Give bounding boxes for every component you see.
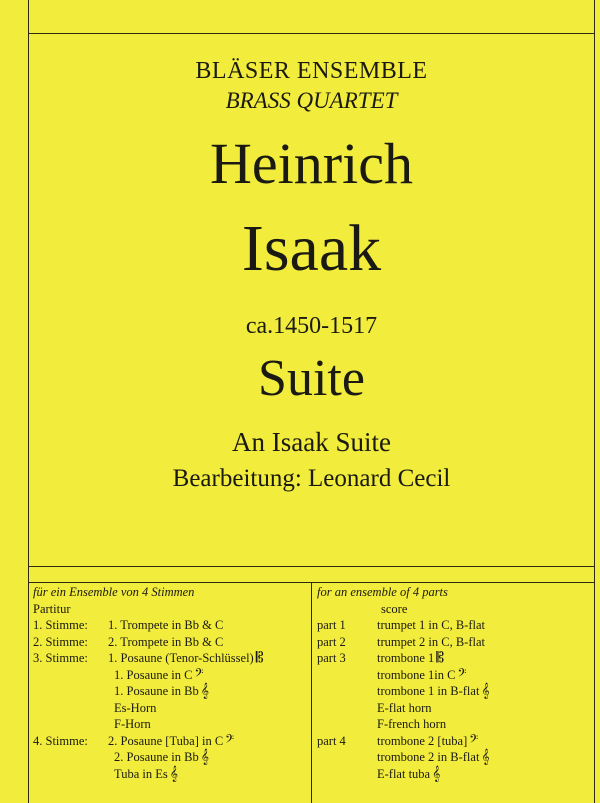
- instrument-row: [317, 700, 592, 717]
- instrument-row: [33, 667, 308, 684]
- instrument-name: 2. Trompete in Bb & C: [108, 634, 224, 649]
- alto-clef-icon: 𝄡: [255, 650, 264, 666]
- instrument-name: trombone 2 [tuba]: [377, 733, 468, 748]
- instrument-row: [33, 650, 308, 667]
- instrument-name: Es-Horn: [114, 700, 157, 715]
- instrument-name: trombone 1in C: [377, 667, 456, 682]
- instrument-name: 1. Posaune (Tenor-Schlüssel): [108, 651, 254, 665]
- instrument-row: [33, 683, 308, 700]
- score-label: Partitur: [33, 601, 71, 616]
- part-label: 3. Stimme:: [33, 651, 88, 665]
- instrument-row: [317, 766, 592, 783]
- instrumentation-english: [317, 584, 592, 782]
- instrument-row: [317, 617, 592, 634]
- instrument-row: [317, 733, 592, 750]
- instrument-name: trombone 2 in B-flat: [377, 750, 480, 764]
- part-label: 2. Stimme:: [33, 634, 88, 649]
- section-rule-upper: [28, 566, 595, 567]
- part-label: 4. Stimme:: [33, 733, 88, 748]
- instrument-name: F-Horn: [114, 717, 151, 731]
- part-label: 1. Stimme:: [33, 618, 88, 632]
- part-label: part 2: [317, 634, 346, 649]
- instrument-name: trombone 1: [377, 651, 435, 665]
- instrument-row: [33, 617, 308, 634]
- instrument-row: [33, 700, 308, 717]
- instrumentation-heading: for an ensemble of 4 parts: [317, 585, 448, 599]
- bass-clef-icon: 𝄢: [469, 732, 479, 749]
- instrument-name: 1. Posaune in C: [114, 667, 193, 682]
- alto-clef-icon: 𝄡: [436, 650, 445, 666]
- instrument-row: [33, 716, 308, 733]
- composer-dates: ca.1450-1517: [245, 313, 378, 339]
- composer-first-name: Heinrich: [210, 131, 413, 196]
- treble-clef-icon: 𝄞: [481, 683, 490, 699]
- instrument-row: [317, 667, 592, 684]
- score-label: score: [381, 601, 408, 616]
- top-rule: [28, 33, 595, 34]
- instrument-name: 1. Trompete in Bb & C: [108, 618, 224, 632]
- bass-clef-icon: 𝄢: [225, 732, 235, 749]
- instrument-name: trumpet 1 in C, B-flat: [377, 618, 485, 632]
- bass-clef-icon: 𝄢: [457, 666, 467, 683]
- instrument-row: [33, 766, 308, 783]
- treble-clef-icon: 𝄞: [481, 749, 490, 765]
- bass-clef-icon: 𝄢: [194, 666, 204, 683]
- instrument-name: E-flat horn: [377, 700, 432, 715]
- instrument-row: [317, 683, 592, 700]
- instrument-row: [33, 749, 308, 766]
- ensemble-subtitle: BRASS QUARTET: [225, 88, 398, 113]
- treble-clef-icon: 𝄞: [169, 765, 178, 782]
- instrument-name: F-french horn: [377, 717, 447, 731]
- instrument-row: [317, 749, 592, 766]
- composer-last-name: Isaak: [241, 212, 382, 285]
- treble-clef-icon: 𝄞: [200, 683, 210, 699]
- part-label: part 3: [317, 651, 346, 665]
- instrument-name: E-flat tuba: [377, 766, 431, 781]
- instrument-name: 2. Posaune in Bb: [114, 750, 199, 764]
- column-divider: [311, 583, 312, 803]
- instrument-row: [317, 716, 592, 733]
- work-subtitle: An Isaak Suite: [232, 427, 391, 457]
- instrument-row: [33, 733, 308, 750]
- instrument-name: 1. Posaune in Bb: [114, 684, 199, 698]
- arranger-credit: Bearbeitung: Leonard Cecil: [172, 465, 451, 492]
- ensemble-title: BLÄSER ENSEMBLE: [195, 58, 428, 84]
- part-label: part 4: [317, 733, 346, 748]
- instrument-name: Tuba in Es: [114, 766, 168, 781]
- instrument-name: trombone 1 in B-flat: [377, 684, 480, 698]
- instrument-name: 2. Posaune [Tuba] in C: [108, 733, 224, 748]
- work-title: Suite: [258, 350, 365, 407]
- treble-clef-icon: 𝄞: [432, 765, 441, 782]
- instrument-row: [33, 634, 308, 651]
- instrument-row: [317, 650, 592, 667]
- instrumentation-heading: für ein Ensemble von 4 Stimmen: [33, 585, 195, 599]
- part-label: part 1: [317, 618, 346, 632]
- instrument-row: [317, 634, 592, 651]
- instrumentation-german: [33, 584, 308, 782]
- instrument-name: trumpet 2 in C, B-flat: [377, 634, 485, 649]
- treble-clef-icon: 𝄞: [200, 749, 210, 765]
